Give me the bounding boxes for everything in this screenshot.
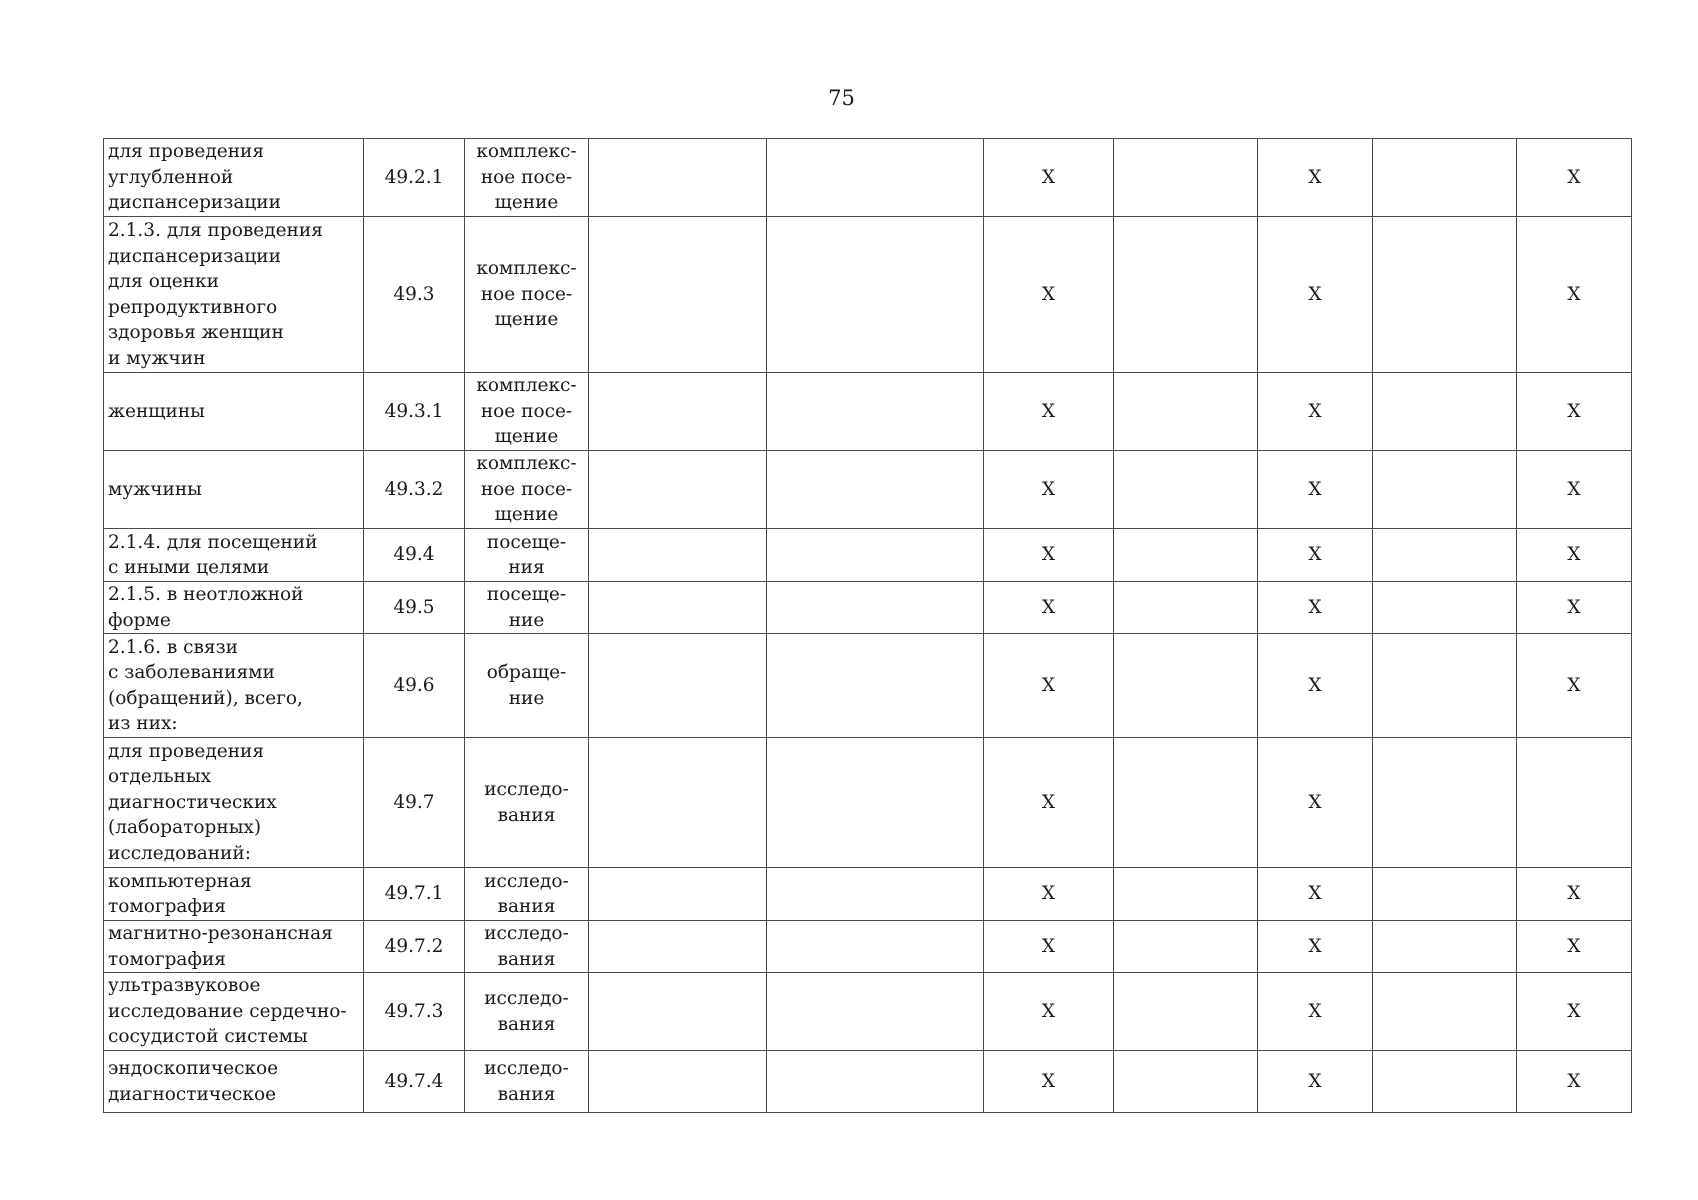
- empty-cell: [589, 582, 767, 634]
- empty-cell: [767, 738, 984, 868]
- row-name-line: эндоскопическое: [108, 1058, 279, 1079]
- row-unit-line: ние: [508, 609, 545, 631]
- row-unit-line: вания: [497, 896, 556, 917]
- row-unit-line: обраще-: [486, 662, 567, 683]
- x-mark-cell: X: [984, 582, 1114, 634]
- row-name-cell: [104, 1051, 364, 1113]
- row-unit-line: ное посе-: [480, 400, 573, 422]
- row-code-cell: 49.7.2: [364, 921, 465, 973]
- empty-cell: [1373, 634, 1517, 738]
- x-mark-cell: X: [984, 139, 1114, 217]
- row-code-cell: 49.3.2: [364, 451, 465, 529]
- row-name-cell: [104, 217, 364, 373]
- row-name-line: 2.1.6. в связи: [108, 636, 238, 658]
- empty-cell: [1114, 868, 1258, 921]
- data-table: [103, 138, 1632, 1113]
- row-unit-line: щение: [494, 192, 559, 214]
- empty-cell: [1114, 973, 1258, 1051]
- x-mark-cell: X: [1258, 139, 1373, 217]
- row-unit-line: исследо-: [484, 988, 569, 1009]
- row-name-cell: [104, 529, 364, 582]
- row-unit-line: посеще-: [486, 584, 567, 605]
- row-name-line: ультразвуковое: [108, 975, 261, 997]
- table-row: [104, 921, 1632, 973]
- empty-cell: [1114, 582, 1258, 634]
- empty-cell: [1373, 373, 1517, 451]
- x-mark-cell: X: [1258, 1051, 1373, 1113]
- row-name-line: мужчины: [108, 478, 202, 500]
- empty-cell: [589, 139, 767, 217]
- row-unit-cell: [465, 738, 589, 868]
- row-code-cell: 49.2.1: [364, 139, 465, 217]
- row-code-cell: 49.7: [364, 738, 465, 868]
- row-name-line: женщины: [108, 400, 205, 422]
- empty-cell: [589, 973, 767, 1051]
- row-unit-line: исследо-: [484, 779, 569, 800]
- row-unit-line: вания: [497, 1013, 556, 1035]
- empty-cell: [1114, 451, 1258, 529]
- x-mark-cell: X: [1517, 139, 1632, 217]
- row-name-line: и мужчин: [108, 347, 206, 369]
- x-mark-cell: X: [1258, 451, 1373, 529]
- empty-cell: [1373, 973, 1517, 1051]
- row-name-cell: [104, 139, 364, 217]
- empty-cell: [1114, 738, 1258, 868]
- x-mark-cell: X: [1258, 217, 1373, 373]
- empty-cell: [767, 451, 984, 529]
- empty-cell: [589, 868, 767, 921]
- row-name-line: отдельных: [108, 766, 212, 788]
- row-name-line: томография: [108, 896, 226, 917]
- row-name-line: для оценки: [108, 271, 219, 292]
- table-body: [104, 139, 1632, 1113]
- row-unit-line: посеще-: [486, 531, 567, 553]
- table-row: [104, 451, 1632, 529]
- x-mark-cell: X: [1258, 868, 1373, 921]
- row-unit-cell: [465, 217, 589, 373]
- x-mark-cell: X: [1517, 634, 1632, 738]
- empty-cell: [589, 529, 767, 582]
- row-unit-cell: [465, 529, 589, 582]
- empty-cell: [1114, 529, 1258, 582]
- row-name-line: магнитно-резонансная: [108, 923, 333, 944]
- row-unit-line: щение: [494, 504, 559, 526]
- row-name-line: 2.1.3. для проведения: [108, 220, 323, 241]
- row-code-cell: 49.7.4: [364, 1051, 465, 1113]
- row-name-line: из них:: [108, 713, 178, 734]
- empty-cell: [767, 973, 984, 1051]
- row-unit-line: ния: [508, 557, 545, 578]
- table-row: [104, 139, 1632, 217]
- empty-cell: [589, 634, 767, 738]
- empty-cell: [1373, 921, 1517, 973]
- empty-cell: [1373, 139, 1517, 217]
- row-unit-line: ное посе-: [480, 283, 573, 305]
- x-mark-cell: X: [1517, 582, 1632, 634]
- row-name-line: диагностическое: [108, 1083, 277, 1105]
- row-unit-line: комплекс-: [476, 375, 577, 397]
- row-unit-line: исследо-: [484, 1058, 569, 1079]
- row-unit-cell: [465, 373, 589, 451]
- empty-cell: [589, 373, 767, 451]
- row-unit-line: комплекс-: [476, 258, 577, 280]
- row-name-cell: [104, 921, 364, 973]
- row-name-line: (обращений), всего,: [108, 687, 303, 709]
- row-unit-cell: [465, 634, 589, 738]
- row-unit-line: комплекс-: [476, 453, 577, 475]
- empty-cell: [767, 634, 984, 738]
- empty-cell: [1114, 634, 1258, 738]
- x-mark-cell: X: [1517, 973, 1632, 1051]
- row-code-cell: 49.4: [364, 529, 465, 582]
- row-unit-cell: [465, 451, 589, 529]
- row-name-cell: [104, 582, 364, 634]
- x-mark-cell: X: [1517, 921, 1632, 973]
- row-name-line: диагностических: [108, 791, 277, 813]
- empty-cell: [1373, 1051, 1517, 1113]
- row-name-line: сосудистой системы: [108, 1026, 308, 1048]
- empty-cell: [589, 921, 767, 973]
- row-unit-line: ное посе-: [480, 166, 573, 188]
- empty-cell: [1373, 529, 1517, 582]
- x-mark-cell: X: [1258, 373, 1373, 451]
- empty-cell: [767, 868, 984, 921]
- x-mark-cell: X: [984, 529, 1114, 582]
- row-name-line: (лабораторных): [108, 817, 262, 839]
- empty-cell: [767, 139, 984, 217]
- x-mark-cell: X: [1258, 529, 1373, 582]
- empty-cell: [589, 738, 767, 868]
- x-mark-cell: X: [1517, 451, 1632, 529]
- x-mark-cell: X: [984, 921, 1114, 973]
- row-name-line: с заболеваниями: [108, 662, 275, 683]
- empty-cell: [1114, 217, 1258, 373]
- row-name-line: диспансеризации: [108, 245, 281, 267]
- row-name-line: для проведения: [108, 141, 265, 163]
- x-mark-cell: X: [1517, 1051, 1632, 1113]
- row-unit-line: вания: [497, 1083, 556, 1105]
- row-name-cell: [104, 738, 364, 868]
- row-unit-cell: [465, 921, 589, 973]
- empty-cell: [1114, 139, 1258, 217]
- row-name-line: компьютерная: [108, 870, 252, 892]
- x-mark-cell: X: [1258, 634, 1373, 738]
- row-unit-line: ное посе-: [480, 478, 573, 500]
- empty-cell: [1114, 1051, 1258, 1113]
- table-row: [104, 582, 1632, 634]
- x-mark-cell: [1517, 738, 1632, 868]
- row-unit-cell: [465, 868, 589, 921]
- empty-cell: [767, 582, 984, 634]
- row-name-cell: [104, 451, 364, 529]
- page-number: 75: [828, 86, 855, 110]
- row-code-cell: 49.6: [364, 634, 465, 738]
- row-name-line: диспансеризации: [108, 192, 281, 214]
- row-name-line: форме: [108, 609, 171, 631]
- row-name-cell: [104, 634, 364, 738]
- x-mark-cell: X: [1517, 217, 1632, 373]
- x-mark-cell: X: [984, 868, 1114, 921]
- empty-cell: [767, 529, 984, 582]
- row-code-cell: 49.3: [364, 217, 465, 373]
- row-name-line: для проведения: [108, 740, 265, 762]
- row-unit-cell: [465, 973, 589, 1051]
- row-code-cell: 49.3.1: [364, 373, 465, 451]
- empty-cell: [589, 1051, 767, 1113]
- x-mark-cell: X: [984, 1051, 1114, 1113]
- row-unit-line: ние: [508, 687, 545, 709]
- x-mark-cell: X: [984, 634, 1114, 738]
- table-row: [104, 529, 1632, 582]
- x-mark-cell: X: [1258, 921, 1373, 973]
- x-mark-cell: X: [1517, 529, 1632, 582]
- row-name-line: здоровья женщин: [108, 322, 284, 343]
- empty-cell: [767, 217, 984, 373]
- row-unit-cell: [465, 1051, 589, 1113]
- x-mark-cell: X: [1258, 738, 1373, 868]
- row-unit-line: щение: [494, 426, 559, 448]
- row-name-line: томография: [108, 948, 226, 970]
- row-unit-line: вания: [497, 948, 556, 970]
- empty-cell: [1114, 921, 1258, 973]
- table-row: [104, 217, 1632, 373]
- empty-cell: [589, 217, 767, 373]
- empty-cell: [1114, 373, 1258, 451]
- row-name-line: 2.1.4. для посещений: [108, 531, 318, 553]
- row-unit-line: щение: [494, 309, 559, 331]
- table-row: [104, 973, 1632, 1051]
- empty-cell: [767, 921, 984, 973]
- x-mark-cell: X: [984, 217, 1114, 373]
- row-name-line: исследований:: [108, 842, 251, 864]
- empty-cell: [1373, 217, 1517, 373]
- table-row: [104, 373, 1632, 451]
- table-row: [104, 868, 1632, 921]
- row-unit-line: исследо-: [484, 870, 569, 892]
- row-name-line: углубленной: [108, 166, 234, 188]
- empty-cell: [767, 373, 984, 451]
- empty-cell: [1373, 738, 1517, 868]
- table-row: [104, 738, 1632, 868]
- row-name-cell: [104, 373, 364, 451]
- row-name-line: 2.1.5. в неотложной: [108, 584, 304, 605]
- x-mark-cell: X: [1517, 868, 1632, 921]
- table-row: [104, 634, 1632, 738]
- x-mark-cell: X: [1517, 373, 1632, 451]
- empty-cell: [1373, 582, 1517, 634]
- empty-cell: [589, 451, 767, 529]
- row-code-cell: 49.7.3: [364, 973, 465, 1051]
- table-row: [104, 1051, 1632, 1113]
- empty-cell: [1373, 868, 1517, 921]
- row-unit-cell: [465, 582, 589, 634]
- x-mark-cell: X: [984, 738, 1114, 868]
- row-code-cell: 49.5: [364, 582, 465, 634]
- row-name-line: исследование сердечно-: [108, 1000, 347, 1022]
- x-mark-cell: X: [1258, 582, 1373, 634]
- empty-cell: [767, 1051, 984, 1113]
- x-mark-cell: X: [1258, 973, 1373, 1051]
- row-name-cell: [104, 868, 364, 921]
- x-mark-cell: X: [984, 373, 1114, 451]
- row-unit-line: комплекс-: [476, 141, 577, 163]
- row-name-line: репродуктивного: [108, 296, 278, 318]
- empty-cell: [1373, 451, 1517, 529]
- row-name-line: с иными целями: [108, 557, 270, 578]
- row-unit-line: вания: [497, 804, 556, 826]
- x-mark-cell: X: [984, 451, 1114, 529]
- x-mark-cell: X: [984, 973, 1114, 1051]
- row-code-cell: 49.7.1: [364, 868, 465, 921]
- row-unit-cell: [465, 139, 589, 217]
- row-name-cell: [104, 973, 364, 1051]
- row-unit-line: исследо-: [484, 923, 569, 944]
